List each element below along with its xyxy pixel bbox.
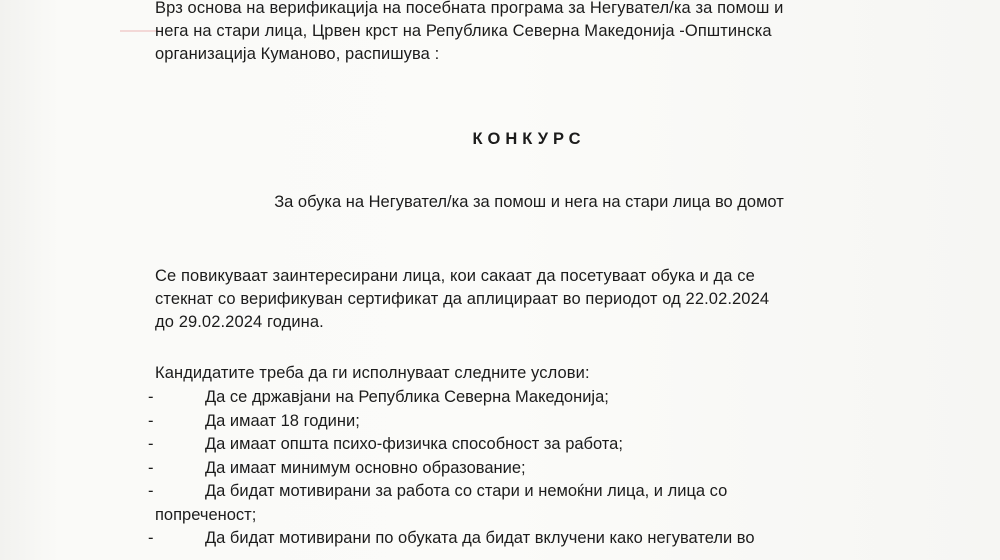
bullet-dash: - — [148, 435, 154, 453]
list-item-text: Да бидат мотивирани за работа со стари и немоќни лица, и лица со — [205, 482, 728, 500]
bullet-dash: - — [148, 388, 154, 406]
list-item-text: Да имаат минимум основно образование; — [205, 458, 526, 477]
list-item-text: Да имаат општа психо-физичка способност за работа; — [205, 435, 623, 453]
scan-artifact — [120, 30, 160, 32]
call-line-3: до 29.02.2024 година. — [155, 313, 324, 331]
list-item-continuation: попреченост; — [155, 505, 257, 524]
call-paragraph — [155, 265, 769, 334]
list-item-text: Да имаат 18 години; — [205, 411, 360, 430]
conditions-heading: Кандидатите треба да ги исполнуваат следните услови: — [155, 364, 590, 382]
list-item — [148, 410, 908, 434]
list-item — [148, 457, 908, 481]
list-item — [148, 527, 908, 551]
list-item — [148, 433, 908, 457]
list-item — [148, 480, 908, 527]
conditions-list — [148, 386, 908, 551]
call-line-1: Се повикуваат заинтересирани лица, кои сакаат да посетуваат обука и да се — [155, 267, 755, 285]
bullet-dash: - — [148, 458, 154, 477]
list-item-text: Да бидат мотивирани по обуката да бидат вклучени како негуватели во — [205, 529, 755, 547]
intro-line-3: организација Куманово, распишува : — [155, 45, 440, 63]
bullet-dash: - — [148, 529, 154, 547]
document-subtitle: За обука на Негувател/ка за помош и нега на стари лица во домот — [274, 193, 784, 211]
intro-paragraph — [155, 0, 784, 66]
call-line-2: стекнат со верификуван сертификат да аплицираат во периодот од 22.02.2024 — [155, 290, 770, 308]
document-title: КОНКУРС — [472, 130, 586, 148]
intro-line-2: нега на стари лица, Црвен крст на Република Северна Македонија -Општинска — [155, 22, 772, 40]
bullet-dash: - — [148, 411, 154, 430]
bullet-dash: - — [148, 482, 154, 500]
intro-line-1: Врз основа на верификација на посебната програма за Негувател/ка за помош и — [155, 0, 784, 17]
list-item — [148, 386, 908, 410]
list-item-text: Да се државјани на Република Северна Македонија; — [205, 388, 609, 406]
